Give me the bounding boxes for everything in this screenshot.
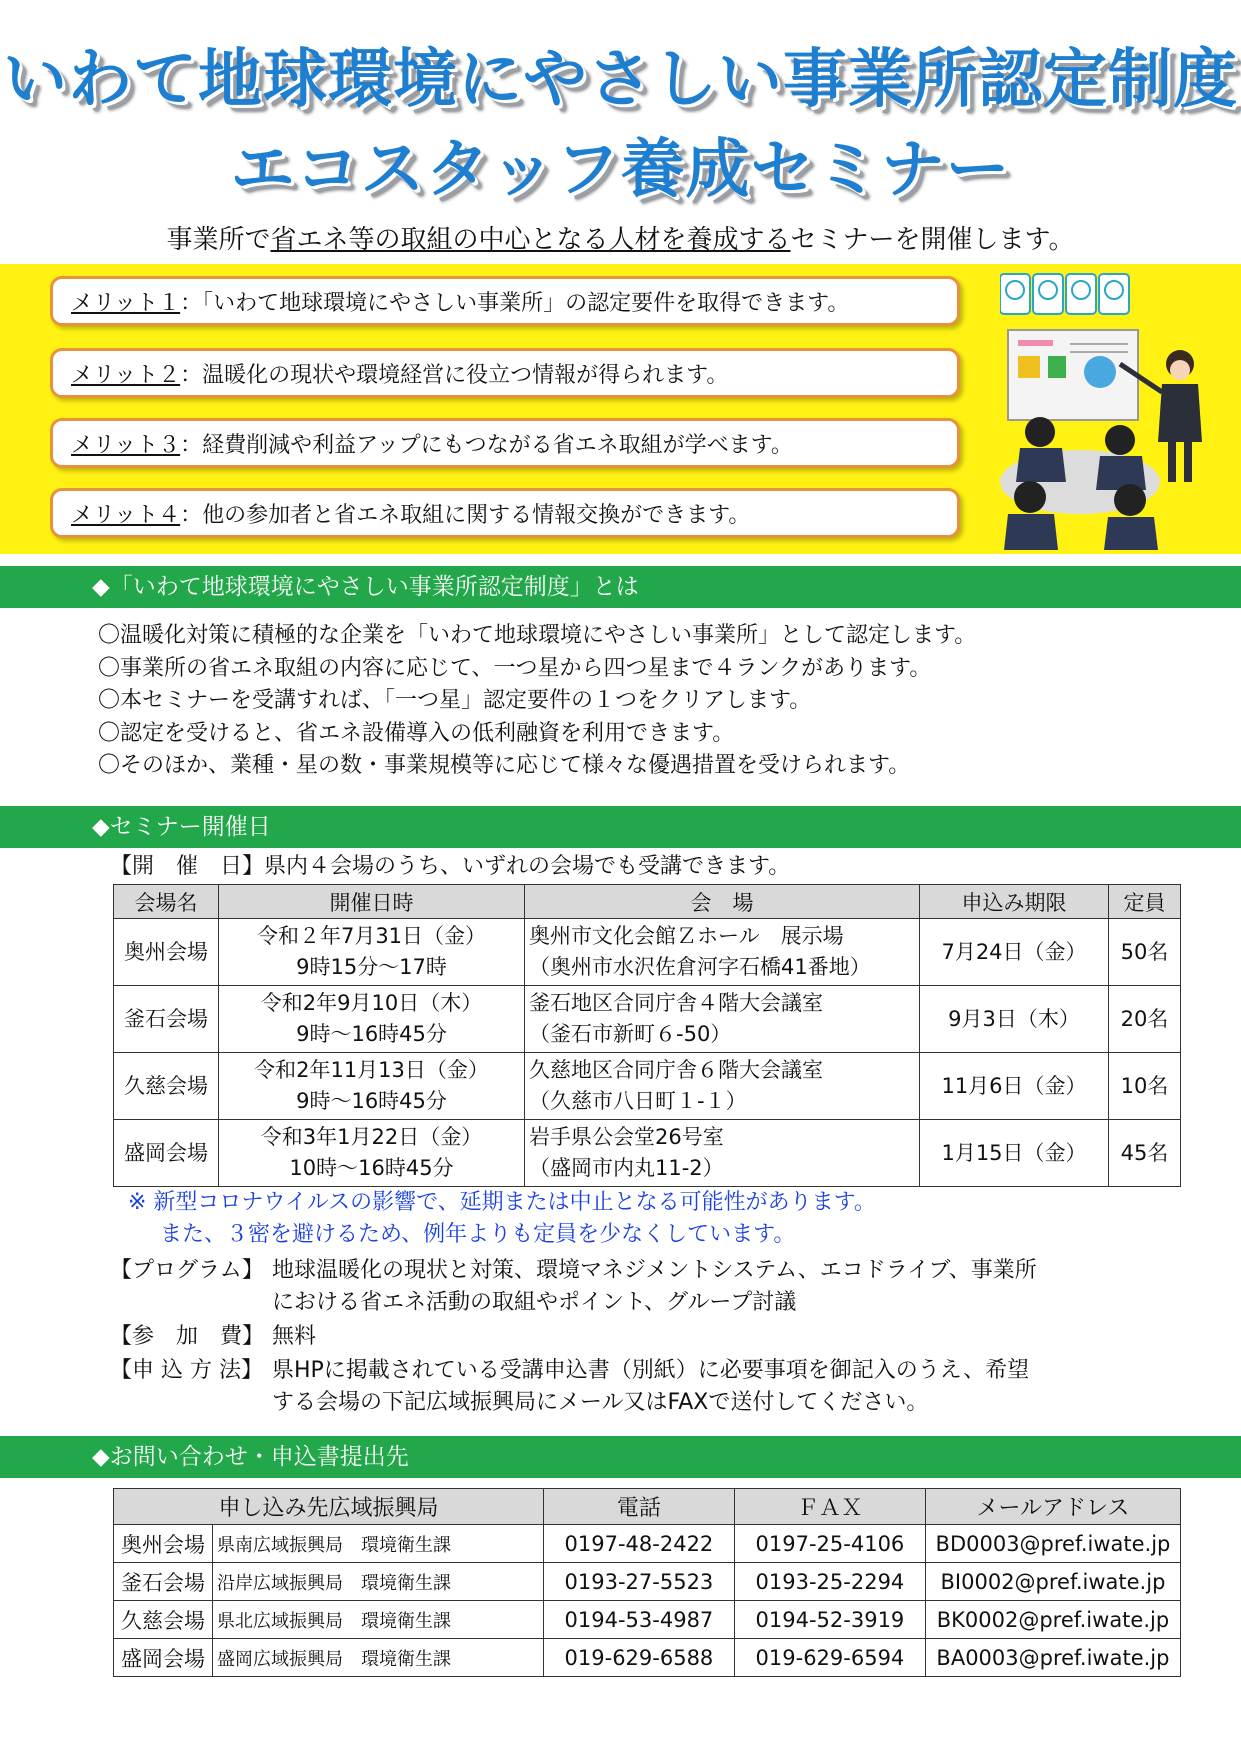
eco-logo-icon — [1000, 274, 1129, 314]
list-item: 〇事業所の省エネ取組の内容に応じて、一つ星から四つ星まで４ランクがあります。 — [98, 655, 932, 681]
table-header: 会 場 — [525, 885, 920, 919]
page-title-line1: いわて地球環境にやさしい事業所認定制度 — [3, 43, 1238, 117]
table-header: メールアドレス — [925, 1489, 1180, 1525]
page-title-line2: エコスタッフ養成セミナー — [230, 133, 1011, 207]
section-heading-contact: ◆お問い合わせ・申込書提出先 — [0, 1436, 1241, 1478]
contact-venue: 久慈会場 — [114, 1601, 213, 1639]
covid-note: ※ 新型コロナウイルスの影響で、延期または中止となる可能性があります。 — [128, 1190, 876, 1215]
program-label: 【プログラム】 — [110, 1258, 264, 1283]
table-row — [114, 1053, 1181, 1120]
system-bullets — [98, 620, 976, 783]
contact-email[interactable]: BA0003@pref.iwate.jp — [925, 1639, 1180, 1677]
capacity: 10名 — [1109, 1053, 1181, 1120]
contact-venue: 釜石会場 — [114, 1563, 213, 1601]
venue-place: 久慈地区合同庁舎６階大会議室 （久慈市八日町１-１） — [525, 1053, 920, 1120]
table-header: ＦＡＸ — [734, 1489, 925, 1525]
venue-place: 奥州市文化会館Ｚホール 展示場 （奥州市水沢佐倉河字石橋41番地） — [525, 919, 920, 986]
table-row — [114, 1563, 1181, 1601]
contact-fax: 019-629-6594 — [734, 1639, 925, 1677]
table-row — [114, 1639, 1181, 1677]
subtitle: 事業所で省エネ等の取組の中心となる人材を養成するセミナーを開催します。 — [166, 225, 1075, 255]
venue-place: 釜石地区合同庁舎４階大会議室 （釜石市新町６-50） — [525, 986, 920, 1053]
event-date: 令和2年9月10日（木） 9時～16時45分 — [219, 986, 525, 1053]
contact-tel: 019-629-6588 — [543, 1639, 734, 1677]
venue-name: 奥州会場 — [114, 919, 219, 986]
table-header: 申込み期限 — [920, 885, 1109, 919]
table-row — [114, 1601, 1181, 1639]
apply-text-1: 県HPに掲載されている受講申込書（別紙）に必要事項を御記入のうえ、希望 — [272, 1358, 1030, 1383]
contact-office: 県南広域振興局 環境衛生課 — [213, 1525, 544, 1563]
event-date: 令和２年7月31日（金） 9時15分～17時 — [219, 919, 525, 986]
program-text-2: における省エネ活動の取組やポイント、グループ討議 — [272, 1290, 797, 1315]
merit-4: メリット４：他の参加者と省エネ取組に関する情報交換ができます。 — [50, 488, 960, 538]
merit-1: メリット１：「いわて地球環境にやさしい事業所」の認定要件を取得できます。 — [50, 276, 960, 326]
deadline: 7月24日（金） — [920, 919, 1109, 986]
capacity: 50名 — [1109, 919, 1181, 986]
table-header: 会場名 — [114, 885, 219, 919]
table-header: 開催日時 — [219, 885, 525, 919]
venue-place: 岩手県公会堂26号室 （盛岡市内丸11-2） — [525, 1120, 920, 1187]
fee-value: 無料 — [272, 1324, 317, 1349]
event-date: 令和3年1月22日（金） 10時～16時45分 — [219, 1120, 525, 1187]
table-row — [114, 986, 1181, 1053]
deadline: 9月3日（木） — [920, 986, 1109, 1053]
contact-fax: 0193-25-2294 — [734, 1563, 925, 1601]
deadline: 11月6日（金） — [920, 1053, 1109, 1120]
contact-fax: 0194-52-3919 — [734, 1601, 925, 1639]
program-text-1: 地球温暖化の現状と対策、環境マネジメントシステム、エコドライブ、事業所 — [272, 1258, 1037, 1283]
dates-line: 【開 催 日】県内４会場のうち、いずれの会場でも受講できます。 — [110, 854, 791, 879]
contact-tel: 0193-27-5523 — [543, 1563, 734, 1601]
list-item: 〇そのほか、業種・星の数・事業規模等に応じて様々な優遇措置を受けられます。 — [98, 753, 911, 778]
venue-name: 盛岡会場 — [114, 1120, 219, 1187]
contact-tel: 0197-48-2422 — [543, 1525, 734, 1563]
contact-office: 県北広域振興局 環境衛生課 — [213, 1601, 544, 1639]
event-date: 令和2年11月13日（金） 9時～16時45分 — [219, 1053, 525, 1120]
contact-office: 盛岡広域振興局 環境衛生課 — [213, 1639, 544, 1677]
deadline: 1月15日（金） — [920, 1120, 1109, 1187]
contact-tel: 0194-53-4987 — [543, 1601, 734, 1639]
list-item: 〇温暖化対策に積極的な企業を「いわて地球環境にやさしい事業所」として認定します。 — [98, 623, 977, 648]
section-heading-dates: ◆セミナー開催日 — [0, 806, 1241, 848]
table-header: 定員 — [1109, 885, 1181, 919]
merit-2: メリット２：温暖化の現状や環境経営に役立つ情報が得られます。 — [50, 348, 960, 398]
capacity: 20名 — [1109, 986, 1181, 1053]
list-item: 〇本セミナーを受講すれば、「一つ星」認定要件の１つをクリアします。 — [98, 688, 812, 713]
contact-office: 沿岸広域振興局 環境衛生課 — [213, 1563, 544, 1601]
venue-name: 久慈会場 — [114, 1053, 219, 1120]
table-row — [114, 919, 1181, 986]
contact-email[interactable]: BD0003@pref.iwate.jp — [925, 1525, 1180, 1563]
table-row — [114, 1120, 1181, 1187]
contact-email[interactable]: BK0002@pref.iwate.jp — [925, 1601, 1180, 1639]
seminar-illustration — [1000, 272, 1225, 550]
apply-label: 【申 込 方 法】 — [110, 1358, 263, 1383]
capacity: 45名 — [1109, 1120, 1181, 1187]
schedule-table — [113, 884, 1181, 1187]
contact-fax: 0197-25-4106 — [734, 1525, 925, 1563]
section-heading-system: ◆「いわて地球環境にやさしい事業所認定制度」とは — [0, 566, 1241, 608]
list-item: 〇認定を受けると、省エネ設備導入の低利融資を利用できます。 — [98, 720, 735, 746]
venue-name: 釜石会場 — [114, 986, 219, 1053]
table-row — [114, 1525, 1181, 1563]
contact-venue: 盛岡会場 — [114, 1639, 213, 1677]
merit-3: メリット３：経費削減や利益アップにもつながる省エネ取組が学べます。 — [50, 418, 960, 468]
fee-label: 【参 加 費】 — [110, 1324, 265, 1349]
contact-table — [113, 1488, 1181, 1677]
table-header: 申し込み先広域振興局 — [114, 1489, 544, 1525]
contact-email[interactable]: BI0002@pref.iwate.jp — [925, 1563, 1180, 1601]
apply-text-2: する会場の下記広域振興局にメール又はFAXで送付してください。 — [272, 1390, 929, 1415]
capacity-note: また、３密を避けるため、例年よりも定員を少なくしています。 — [160, 1222, 796, 1247]
contact-venue: 奥州会場 — [114, 1525, 213, 1563]
table-header: 電話 — [543, 1489, 734, 1525]
